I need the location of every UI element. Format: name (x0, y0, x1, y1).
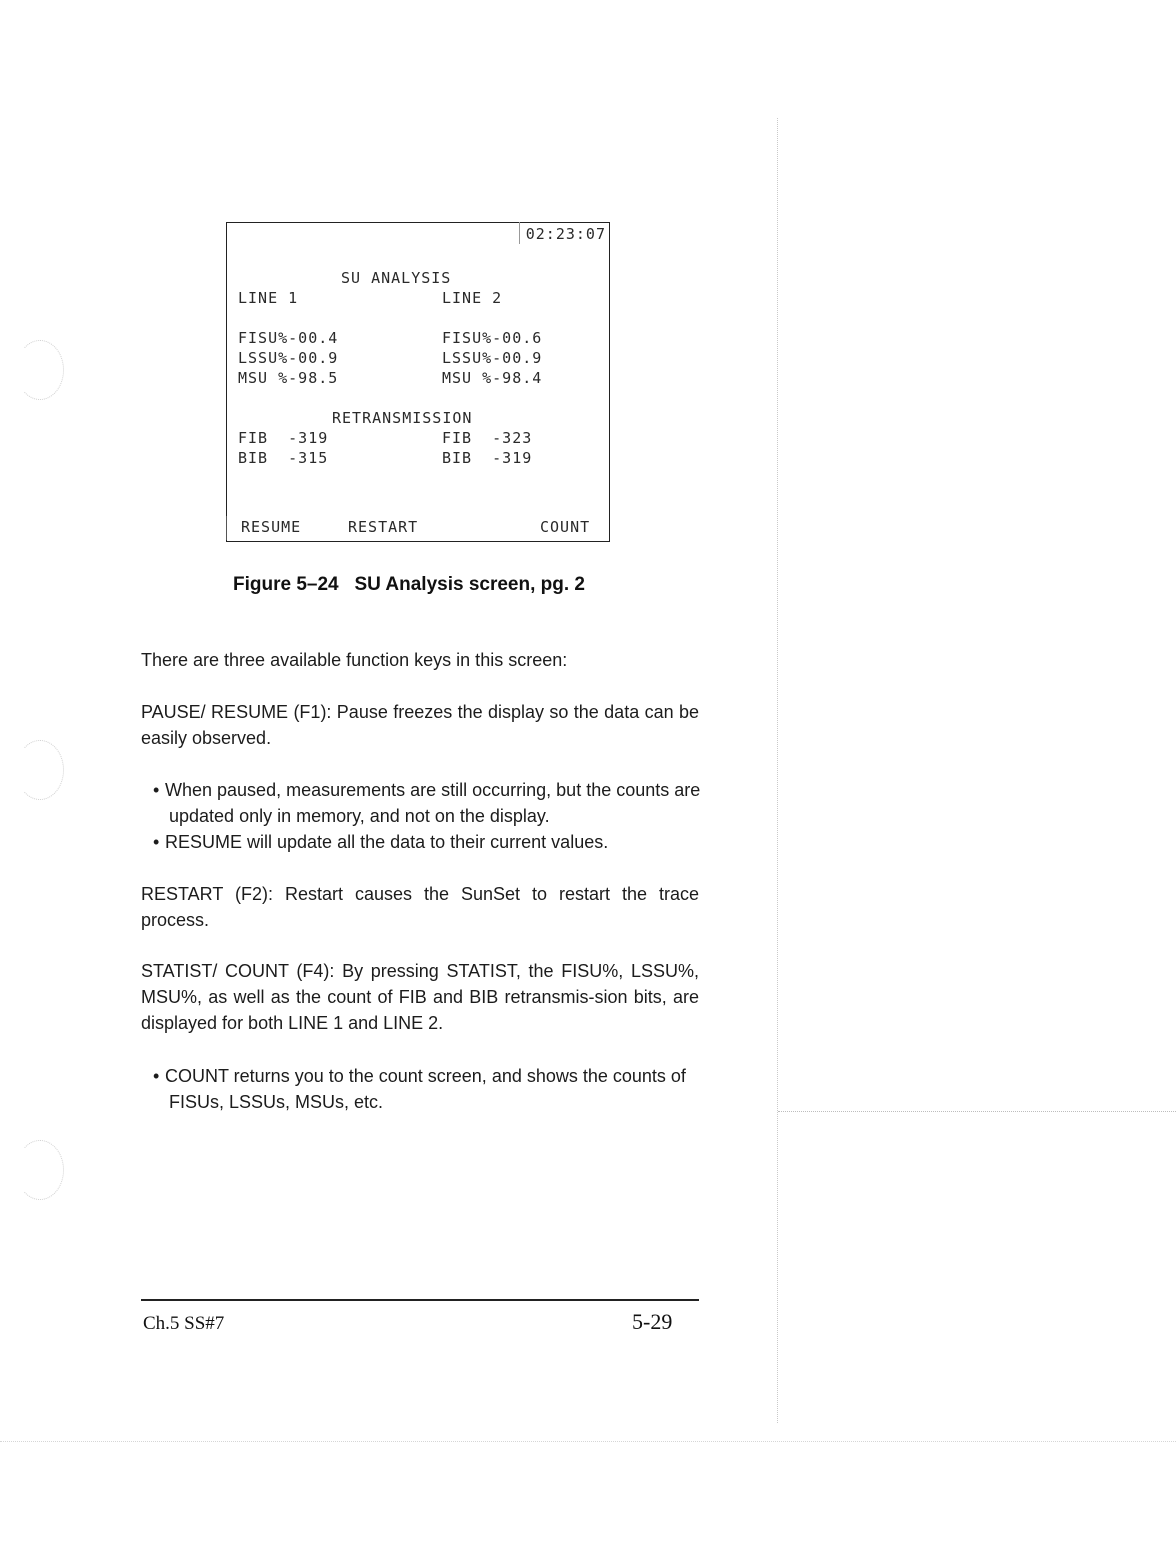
scan-edge-vertical (777, 118, 778, 1423)
intro-paragraph: There are three available function keys in this screen: (141, 650, 568, 670)
bullet-icon: • (153, 780, 160, 800)
line1-fisu: FISU%-00.4 (238, 329, 339, 347)
binder-hole-mark (16, 1140, 64, 1200)
line2-fib: FIB -323 (442, 429, 533, 447)
line1-bib: BIB -315 (238, 449, 329, 467)
list-item (141, 829, 701, 855)
binder-hole-mark (16, 740, 64, 800)
bullet-text: COUNT returns you to the count screen, and shows the counts of FISUs, LSSUs, MSUs, etc. (165, 1066, 686, 1112)
page-number: 5-29 (632, 1309, 673, 1334)
pause-resume-paragraph: PAUSE/ RESUME (F1): Pause freezes the display so the data can be easily observed. (141, 702, 699, 748)
restart-paragraph: RESTART (F2): Restart causes the SunSet to restart the trace process. (141, 884, 699, 930)
bullet-icon: • (153, 1066, 160, 1086)
restart-key[interactable]: RESTART (348, 518, 419, 536)
function-key-divider (226, 516, 227, 540)
line2-fisu: FISU%-00.6 (442, 329, 543, 347)
line2-header: LINE 2 (442, 289, 503, 307)
bullet-text: When paused, measurements are still occurring, but the counts are updated only in memory, and not on the display. (165, 780, 701, 826)
resume-key[interactable]: RESUME (241, 518, 302, 536)
retransmission-title: RETRANSMISSION (332, 409, 473, 427)
screen-title: SU ANALYSIS (341, 269, 452, 287)
scan-edge-horizontal-right (778, 1111, 1176, 1112)
bullet-text: RESUME will update all the data to their current values. (165, 832, 609, 852)
line1-lssu: LSSU%-00.9 (238, 349, 339, 367)
footer-rule (141, 1299, 699, 1301)
chapter-label: Ch.5 SS#7 (143, 1313, 225, 1334)
line2-lssu: LSSU%-00.9 (442, 349, 543, 367)
scan-edge-horizontal (0, 1441, 1176, 1442)
list-item (141, 777, 701, 829)
statist-paragraph: STATIST/ COUNT (F4): By pressing STATIST, the FISU%, LSSU%, MSU%, as well as the count of FIB and BIB retransmis-sion bits, are displayed for both LINE 1 and LINE 2. (141, 961, 699, 1033)
line1-header: LINE 1 (238, 289, 299, 307)
binder-hole-mark (16, 340, 64, 400)
clock-readout: 02:23:07 (519, 222, 610, 244)
line2-msu: MSU %-98.4 (442, 369, 543, 387)
figure-caption: Figure 5–24 SU Analysis screen, pg. 2 (233, 574, 586, 595)
list-item (141, 1063, 701, 1115)
bullet-icon: • (153, 832, 160, 852)
line1-fib: FIB -319 (238, 429, 329, 447)
su-analysis-screen (226, 222, 610, 542)
count-key[interactable]: COUNT (540, 518, 591, 536)
line1-msu: MSU %-98.5 (238, 369, 339, 387)
line2-bib: BIB -319 (442, 449, 533, 467)
